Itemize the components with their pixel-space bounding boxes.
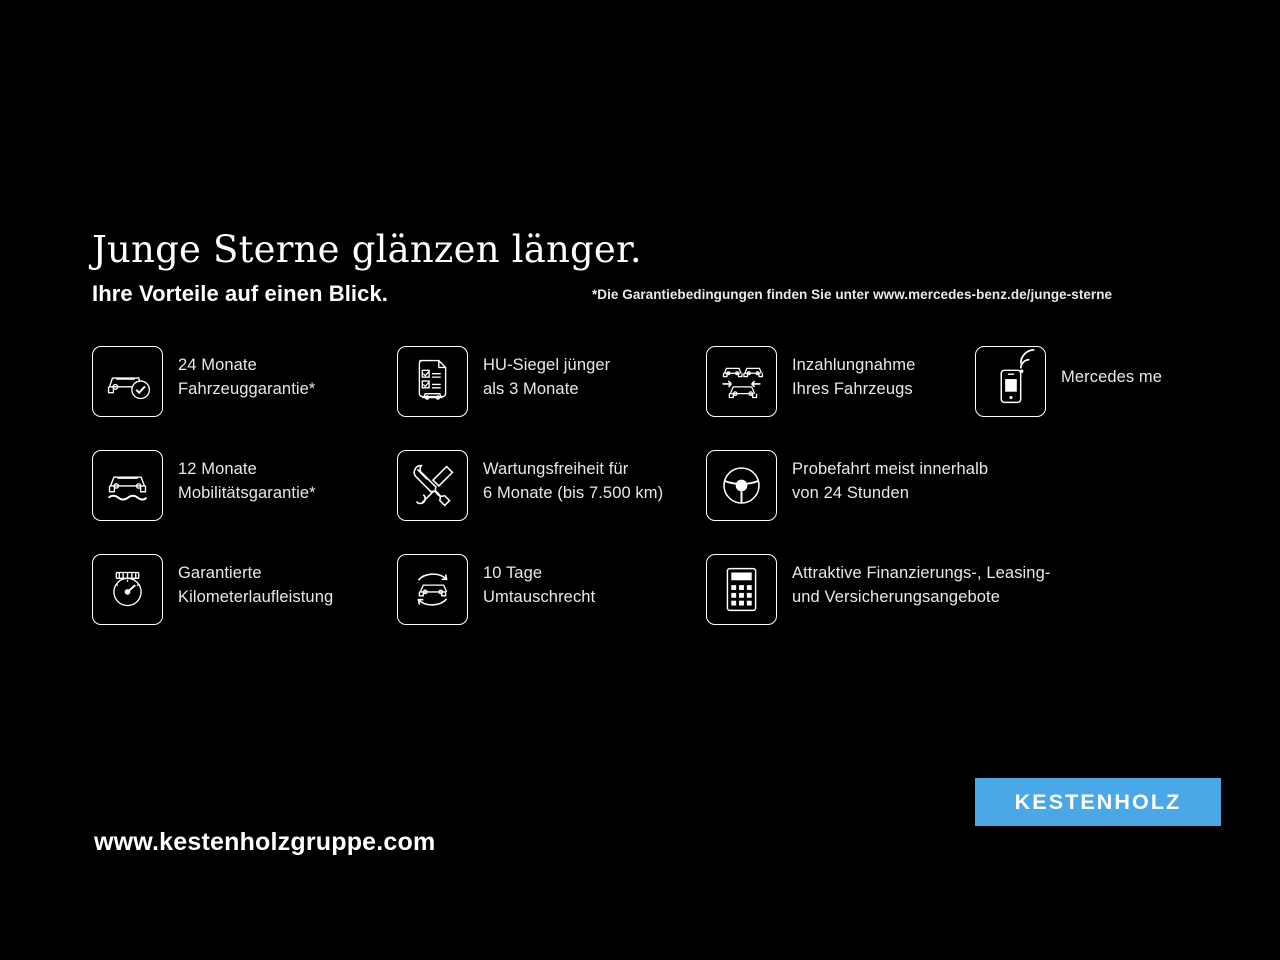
feature-label: Attraktive Finanzierungs-, Leasing- und Versicherungsangebote xyxy=(792,564,1051,606)
feature-item xyxy=(92,346,315,417)
logo-text: KESTENHOLZ xyxy=(1014,789,1182,814)
feature-grid xyxy=(92,340,1202,640)
calculator-icon xyxy=(706,554,777,625)
feature-label: Garantierte Kilometerlaufleistung xyxy=(178,564,334,606)
car-check-icon xyxy=(92,346,163,417)
warranty-footnote: *Die Garantiebedingungen finden Sie unter www.mercedes-benz.de/junge-sterne xyxy=(592,287,1113,302)
feature-label: 10 Tage Umtauschrecht xyxy=(483,564,596,606)
feature-label: 12 Monate Mobilitätsgarantie* xyxy=(178,460,316,502)
feature-label: Wartungsfreiheit für 6 Monate (bis 7.500 km) xyxy=(483,460,664,502)
car-exchange-icon xyxy=(397,554,468,625)
wrench-screwdriver-icon xyxy=(397,450,468,521)
feature-label: HU-Siegel jünger als 3 Monate xyxy=(483,356,611,398)
feature-item xyxy=(92,450,316,521)
page-title: Junge Sterne glänzen länger. xyxy=(92,228,642,271)
feature-item xyxy=(397,450,663,521)
feature-item xyxy=(706,346,915,417)
steering-wheel-icon xyxy=(706,450,777,521)
page-subtitle: Ihre Vorteile auf einen Blick. xyxy=(92,281,389,306)
kestenholz-logo xyxy=(975,778,1221,826)
feature-item xyxy=(706,450,988,521)
feature-item xyxy=(975,346,1162,417)
feature-item xyxy=(706,554,1050,625)
document-check-icon xyxy=(397,346,468,417)
trade-in-cars-icon xyxy=(706,346,777,417)
feature-label: Mercedes me xyxy=(1061,368,1163,386)
feature-label: Probefahrt meist innerhalb von 24 Stunden xyxy=(792,460,989,502)
feature-item xyxy=(92,554,333,625)
speedometer-icon xyxy=(92,554,163,625)
website-url[interactable]: www.kestenholzgruppe.com xyxy=(94,828,436,856)
feature-item xyxy=(397,554,595,625)
feature-label: Inzahlungnahme Ihres Fahrzeugs xyxy=(792,356,916,398)
feature-item xyxy=(397,346,610,417)
feature-label: 24 Monate Fahrzeuggarantie* xyxy=(178,356,316,398)
smartphone-connect-icon xyxy=(975,346,1046,417)
car-mobility-icon xyxy=(92,450,163,521)
